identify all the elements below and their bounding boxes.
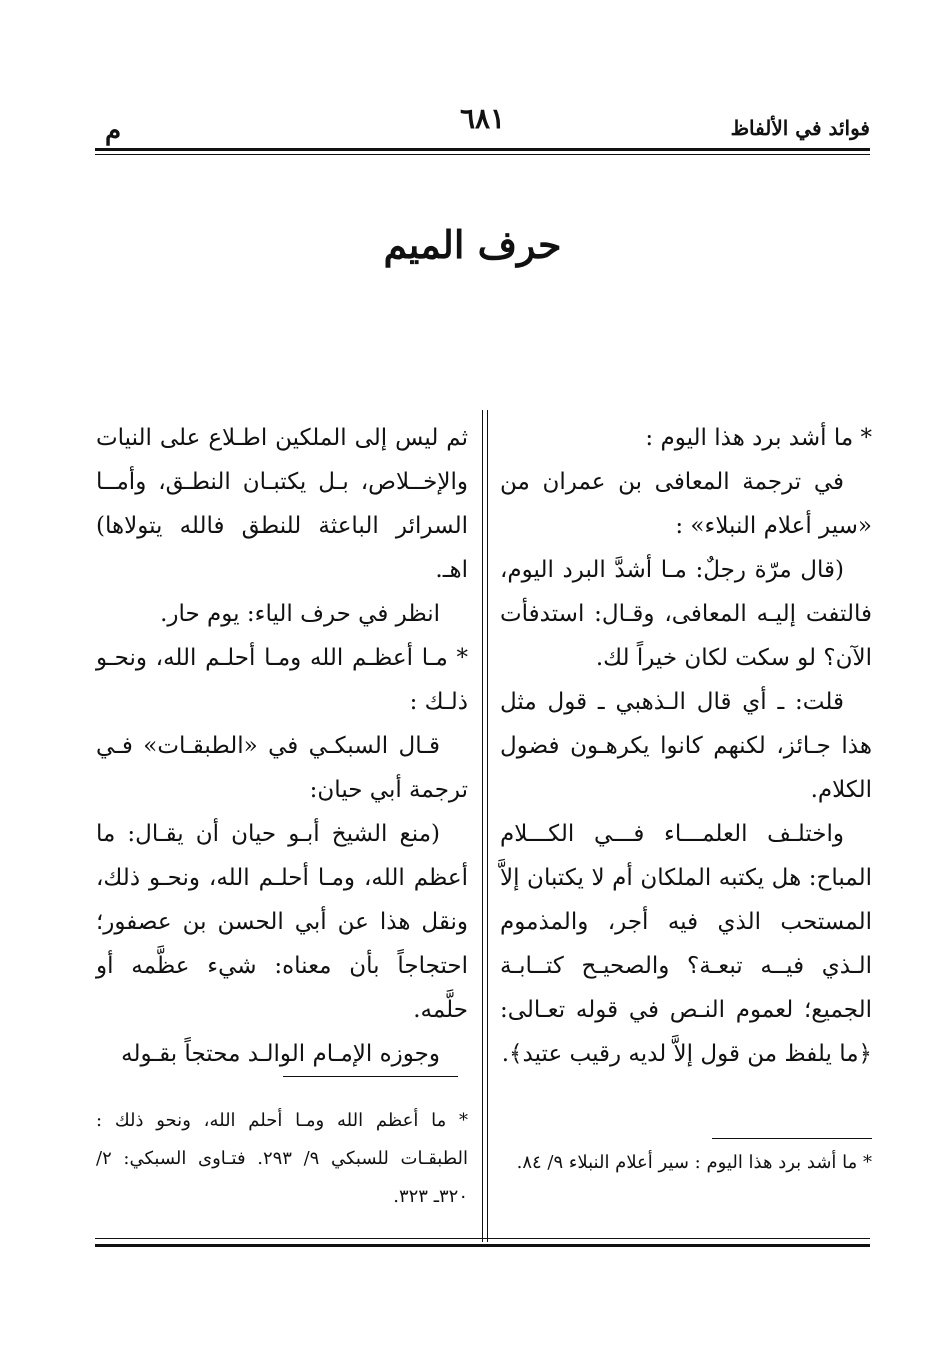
right-column	[500, 416, 872, 1076]
paragraph: (قال مرّة رجلٌ: مـا أشدَّ البرد اليوم، فالتفت إليـه المعافى، وقـال: استدفأت الآن؟ لو سكت لكان خيراً لك.	[500, 557, 872, 671]
chapter-title: حرف الميم	[383, 222, 562, 267]
paragraph: في ترجمة المعافى بن عمران من «سير أعلام النبلاء» :	[500, 469, 872, 539]
footnote-left: * ما أعظم الله ومـا أحلم الله، ونحو ذلك : الطبقـات للسبكي ٩/ ٢٩٣. فتـاوى السبكي: ٢/ ٣٢٠ـ ٣٢٣.	[96, 1110, 468, 1207]
running-title: فوائد في الألفاظ	[730, 116, 870, 140]
page-header	[95, 102, 870, 146]
footer-rule-thin	[95, 1238, 870, 1239]
entry-heading: * ما أشد برد هذا اليوم :	[645, 425, 872, 451]
paragraph: وجوزه الإمـام الوالـد محتجاً بقـوله	[121, 1041, 440, 1067]
entry-heading: * مـا أعظـم الله ومـا أحلـم الله، ونحـو ذلـك :	[96, 645, 468, 715]
footnote-rule-left	[283, 1076, 458, 1077]
page-number: ٦٨١	[459, 102, 506, 135]
header-rule-thin	[95, 154, 870, 155]
paragraph: قـال السبكـي في «الطبقـات» فـي ترجمة أبي حيان:	[96, 733, 468, 803]
paragraph: (منع الشيخ أبـو حيان أن يقـال: ما أعظم الله، ومـا أحلـم الله، ونحـو ذلك، ونقل هذا عن أبي الحسن بن عصفور؛ احتجاجاً بأن معناه: شيء عظَّمه أو حلَّمه.	[96, 821, 468, 1023]
footer-rule-thick	[95, 1244, 870, 1247]
paragraph: انظر في حرف الياء: يوم حار.	[160, 601, 440, 627]
footnote-right: * ما أشد برد هذا اليوم : سير أعلام النبلاء ٩/ ٨٤.	[516, 1152, 872, 1173]
section-letter: م	[105, 116, 122, 146]
paragraph: ثم ليس إلى الملكين اطـلاع على النيات والإخــلاص، بـل يكتبـان النطـق، وأمــا السرائر الباعثة للنطق فالله يتولاها) اهـ.	[96, 425, 468, 583]
header-rule-thick	[95, 148, 870, 151]
paragraph: قلت: ـ أي قال الـذهبي ـ قول مثل هذا جـائز، لكنهم كانوا يكرهـون فضول الكلام.	[500, 689, 872, 803]
column-divider-2	[487, 410, 488, 1242]
left-column	[96, 416, 468, 1076]
footnote-rule-right	[712, 1138, 872, 1139]
column-divider-1	[482, 410, 483, 1242]
paragraph: واختلـف العلمـــاء فـــي الكـــلام المباح: هل يكتبه الملكان أم لا يكتبان إلاَّ المستحب الذي فيه أجر، والمذموم الـذي فيــه تبعـة؟ والصحيـح كتــابـة الجميع؛ لعموم النـص في قوله تعـالى: ﴿ما يلفظ من قول إلاَّ لديه رقيب عتيد﴾.	[500, 821, 872, 1067]
